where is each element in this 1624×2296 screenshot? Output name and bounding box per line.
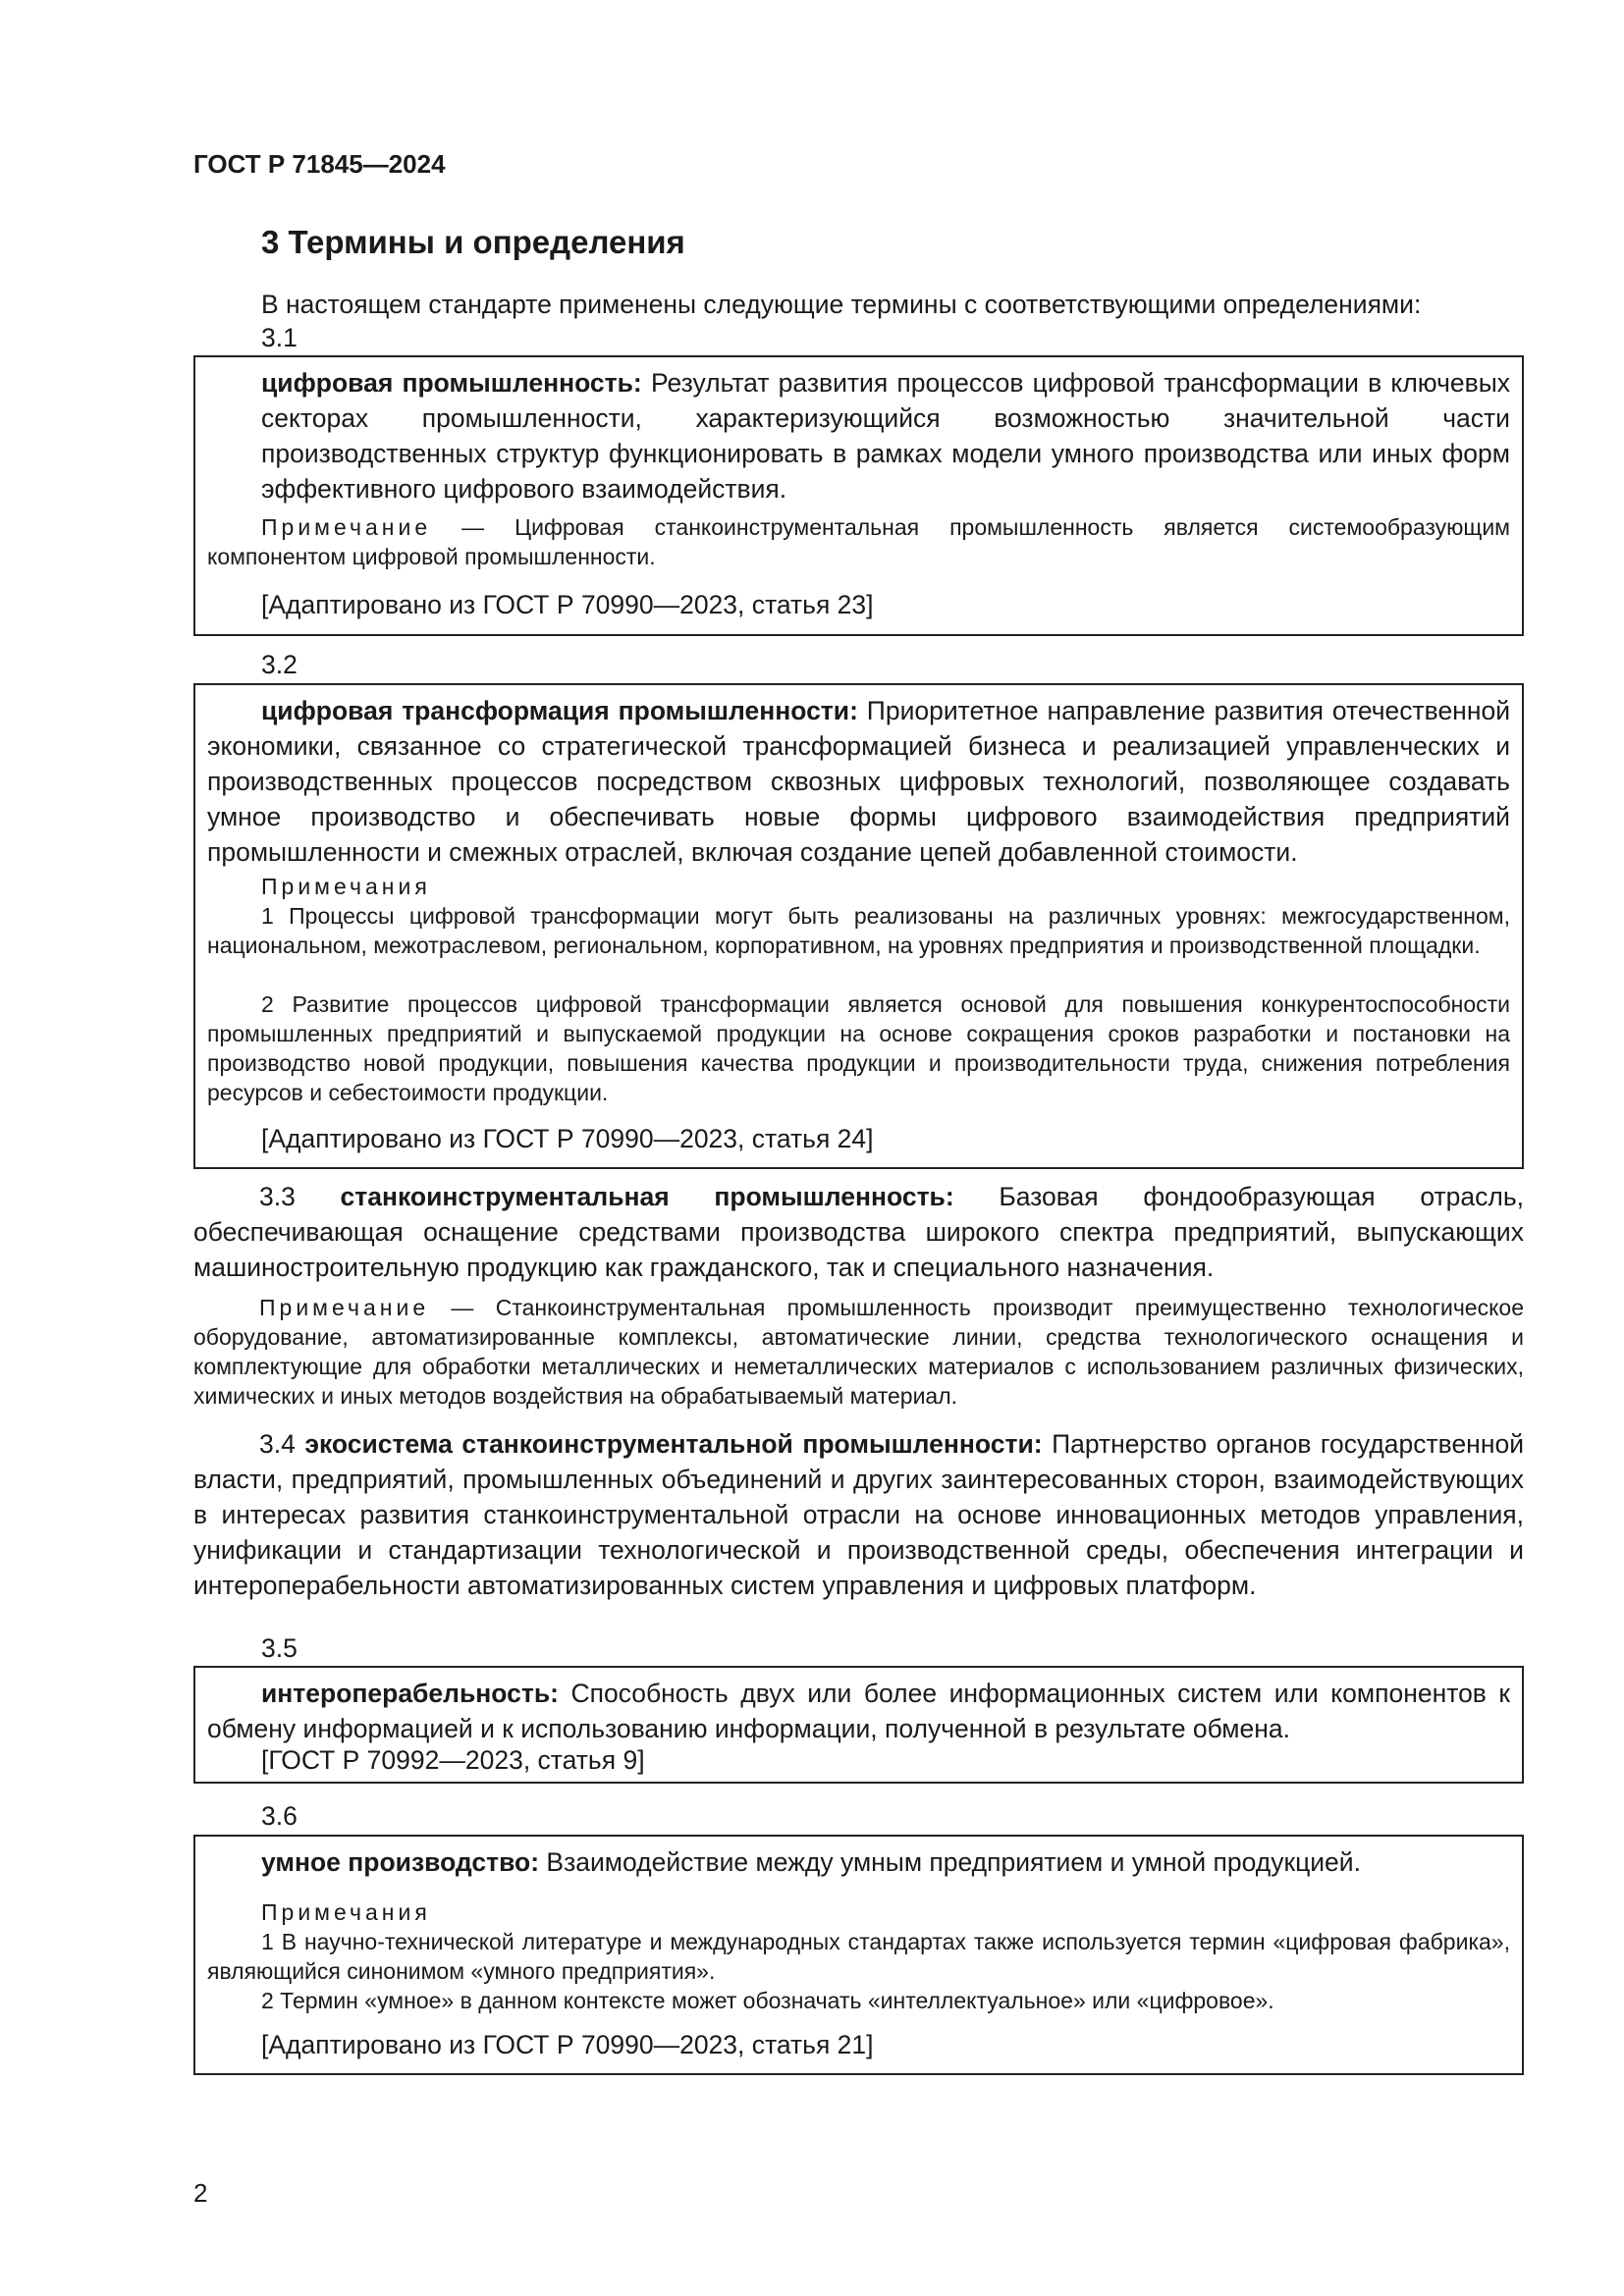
term-box-3-2	[193, 683, 1524, 1169]
term-definition-3-4: 3.4 экосистема станкоинструментальной промышленности: Партнерство органов государственной власти, предприятий, промышленных объединений и других заинтересованных сторон, взаимодействующих в интересах развития станкоинструментальной отрасли на основе инновационных методов управления, унификации и стандартизации технологической и производственной среды, обеспечения интеграции и интероперабельности автоматизированных систем управления и цифровых платформ.	[193, 1429, 1524, 1600]
source-3-2: [Адаптировано из ГОСТ Р 70990—2023, статья 24]	[261, 1124, 874, 1153]
term-number-3-2: 3.2	[261, 650, 298, 679]
intro-text: В настоящем стандарте применены следующие термины с соответствующими определениями:	[261, 290, 1422, 319]
term-3-1: цифровая промышленность:	[261, 368, 642, 398]
note1-3-6: 1 В научно-технической литературе и международных стандартах также используется термин «цифровая фабрика», являющийся синонимом «умного предприятия».	[207, 1929, 1510, 1984]
source-3-5: [ГОСТ Р 70992—2023, статья 9]	[261, 1745, 645, 1775]
term-3-5: интероперабельность:	[261, 1679, 559, 1708]
term-number-3-1: 3.1	[261, 323, 298, 352]
source-3-1: [Адаптировано из ГОСТ Р 70990—2023, статья 23]	[261, 590, 874, 619]
term-box-3-6	[193, 1835, 1524, 2075]
note-3-3: Примечание — Станкоинструментальная промышленность производит преимущественно технологическое оборудование, автоматизированные комплексы, автоматические линии, средства технологического оснащения и комплектующие для обработки металлических и неметаллических материалов с использованием различных физических, химических и иных методов воздействия на обрабатываемый материал.	[193, 1295, 1524, 1409]
note1-3-2: 1 Процессы цифровой трансформации могут быть реализованы на различных уровнях: межгосударственном, национальном, межотраслевом, региональном, корпоративном, на уровнях предприятия и производственной площадки.	[207, 903, 1510, 958]
term-definition-3-3: 3.3 станкоинструментальная промышленность: Базовая фондообразующая отрасль, обеспечивающая оснащение средствами производства широкого спектра предприятий, выпускающих машиностроительную продукцию как гражданского, так и специального назначения.	[193, 1182, 1524, 1282]
notes-label-3-6: Примечания	[261, 1899, 431, 1925]
term-definition-3-2: цифровая трансформация промышленности: Приоритетное направление развития отечественной экономики, связанное со стратегической трансформацией бизнеса и реализацией управленческих и производственных процессов посредством сквозных цифровых технологий, позволяющее создавать умное производство и обеспечивать новые формы цифрового взаимодействия предприятий промышленности и смежных отраслей, включая создание цепей добавленной стоимости.	[207, 696, 1510, 867]
note-3-1: Примечание — Цифровая станкоинструментальная промышленность является системообразующим компонентом цифровой промышленности.	[207, 514, 1510, 569]
page-number: 2	[193, 2178, 208, 2208]
term-definition-3-1: цифровая промышленность: Результат развития процессов цифровой трансформации в ключевых секторах промышленности, характеризующийся возможностью значительной части производственных структур функционировать в рамках модели умного производства или иных форм эффективного цифрового взаимодействия.	[261, 368, 1510, 504]
document-header: ГОСТ Р 71845—2024	[193, 149, 446, 179]
term-definition-3-6: умное производство: Взаимодействие между умным предприятием и умной продукцией.	[261, 1847, 1361, 1877]
term-3-2: цифровая трансформация промышленности:	[261, 696, 858, 725]
source-3-6: [Адаптировано из ГОСТ Р 70990—2023, статья 21]	[261, 2030, 874, 2059]
note2-3-2: 2 Развитие процессов цифровой трансформации является основой для повышения конкурентоспособности промышленных предприятий и выпускаемой продукции на основе сокращения сроков разработки и постановки на производство новой продукции, повышения качества продукции и производительности труда, снижения потребления ресурсов и себестоимости продукции.	[207, 991, 1510, 1105]
term-3-6: умное производство:	[261, 1847, 540, 1877]
term-box-3-1	[193, 355, 1524, 636]
term-3-4: экосистема станкоинструментальной промышленности:	[304, 1429, 1043, 1459]
note2-3-6: 2 Термин «умное» в данном контексте может обозначать «интеллектуальное» или «цифровое».	[261, 1988, 1274, 2013]
term-box-3-5	[193, 1666, 1524, 1784]
term-number-3-5: 3.5	[261, 1633, 298, 1663]
term-3-3: станкоинструментальная промышленность:	[340, 1182, 954, 1211]
notes-label-3-2: Примечания	[261, 874, 431, 899]
section-title: 3 Термины и определения	[261, 224, 685, 260]
term-number-3-6: 3.6	[261, 1801, 298, 1831]
term-definition-3-5: интероперабельность: Способность двух или более информационных систем или компонентов к обмену информацией и к использованию информации, полученной в результате обмена.	[207, 1679, 1510, 1743]
